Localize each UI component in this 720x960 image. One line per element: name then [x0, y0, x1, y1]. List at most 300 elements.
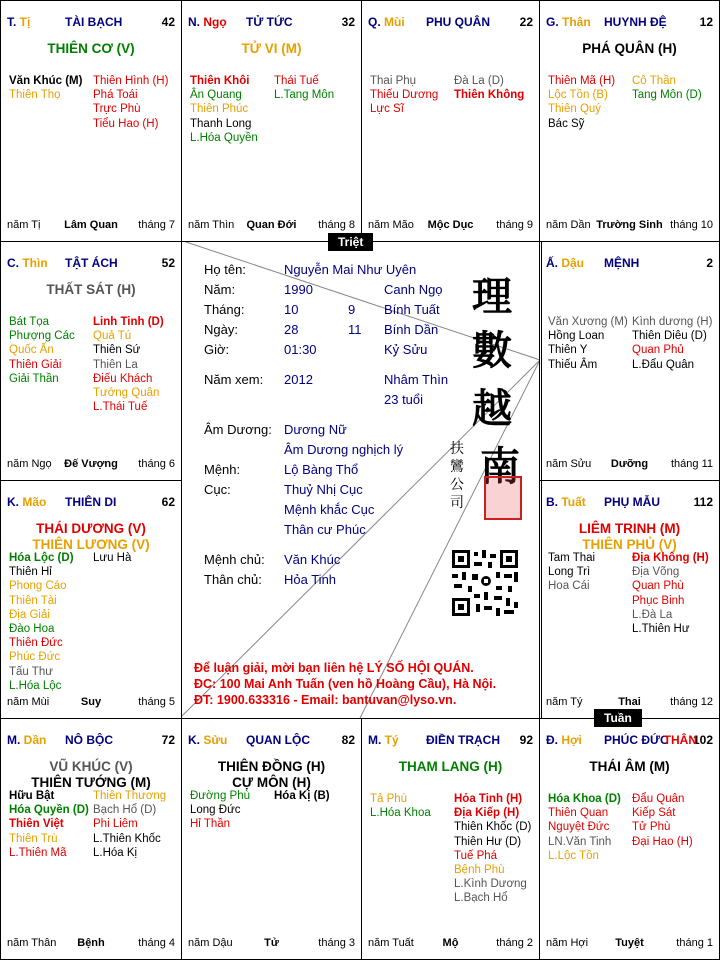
palace-footer: [188, 937, 355, 951]
minor-star: Tử Phù: [632, 821, 671, 834]
footer-month: tháng 8: [318, 219, 355, 231]
minor-star: Linh Tinh (D): [93, 316, 164, 328]
day-can: Bính Dần: [384, 322, 439, 337]
palace-name: TÀI BẠCH: [65, 15, 123, 29]
minor-star: Lưu Hà: [93, 552, 132, 564]
minor-stars-right: [274, 74, 334, 102]
palace-name: PHU QUÂN: [426, 15, 491, 29]
palace-stem: [188, 733, 227, 747]
footer-year: năm Thân: [7, 937, 57, 949]
minor-stars-left: [548, 315, 628, 372]
minor-star: Long Đức: [190, 804, 241, 817]
footer-stage: Suy: [80, 696, 102, 708]
minor-star: Đường Phù: [190, 790, 250, 802]
minor-star: Hóa Kị (B): [274, 790, 330, 802]
minor-star: Thiên Tài: [9, 594, 57, 607]
minor-star: L.Hóa Quyền: [190, 131, 258, 144]
minor-star: Địa Giải: [9, 608, 50, 621]
footer-stage: Đế Vượng: [64, 458, 118, 470]
stem-branch: Tuất: [561, 495, 586, 509]
palace-number: 102: [692, 733, 713, 747]
minor-star: Thiên Hư (D): [454, 835, 522, 848]
minor-star: Giải Thần: [9, 372, 59, 385]
palace-footer: [7, 219, 175, 233]
minor-star: Hóa Khoa (D): [548, 793, 621, 805]
minor-star: Thiên Giải: [9, 358, 62, 371]
minor-star: Địa Không (H): [632, 552, 709, 564]
stem-letter: Đ.: [546, 733, 562, 747]
main-star: TỬ VI (M): [241, 41, 302, 56]
contact-line-3: ĐT: 1900.633316 - Email: bantuvan@lyso.vn.: [194, 693, 457, 707]
day-label: Ngày:: [204, 322, 238, 337]
minor-star: Địa Kiếp (H): [454, 807, 520, 820]
minor-star: Thiên Mã (H): [548, 75, 616, 87]
year-value: 1990: [284, 282, 313, 297]
minor-stars-left: [370, 792, 431, 820]
palace-number: 22: [519, 15, 533, 29]
palace-stem: [546, 15, 591, 29]
minor-star: L.Hóa Kị: [93, 846, 138, 859]
main-star: PHÁ QUÂN (H): [582, 41, 677, 56]
minor-stars-left: [9, 789, 89, 860]
stem-branch: Mão: [22, 495, 47, 509]
palace-footer: [546, 937, 713, 951]
minor-stars-right: [454, 792, 531, 906]
stem-branch: Thìn: [22, 256, 48, 270]
minor-star: Thiên Trù: [9, 832, 58, 845]
footer-month: tháng 5: [138, 696, 175, 708]
footer-year: năm Mão: [368, 219, 414, 231]
view-year-can: Nhâm Thìn: [384, 372, 449, 387]
view-year-value: 2012: [284, 372, 313, 387]
minor-star: Thiên Hỉ: [9, 566, 52, 579]
minor-stars-left: [370, 74, 438, 117]
main-star: THÁI ÂM (M): [589, 759, 670, 774]
footer-month: tháng 1: [676, 937, 713, 949]
minor-star: Kiếp Sát: [632, 807, 676, 820]
minor-star: Thiếu Âm: [548, 358, 598, 371]
minor-stars-right: [274, 789, 330, 803]
palace-header: [7, 15, 175, 29]
minor-star: Thanh Long: [190, 117, 252, 130]
minor-stars-left: [190, 789, 250, 832]
minor-stars-left: [190, 74, 258, 145]
palace-header: [546, 15, 713, 29]
minor-star: Quan Phủ: [632, 344, 684, 357]
palace-name: PHÚC ĐỨC: [604, 733, 669, 747]
minor-star: Phượng Các: [9, 330, 75, 343]
minor-star: Quả Tú: [93, 330, 132, 343]
stem-branch: Thân: [562, 15, 591, 29]
palace-number: 62: [161, 495, 175, 509]
cuc-note2: Thân cư Phúc: [284, 522, 366, 537]
stem-letter: G.: [546, 15, 563, 29]
main-star: VŨ KHÚC (V): [49, 759, 133, 774]
footer-year: năm Tý: [546, 696, 583, 708]
triet-tag: Triệt: [328, 233, 373, 251]
minor-star: Tả Phù: [370, 793, 408, 805]
year-label: Năm:: [204, 282, 236, 297]
seal-char-4: 司: [450, 495, 464, 511]
seal-char-1: 扶: [450, 441, 464, 457]
minor-star: Thái Tuế: [274, 75, 319, 87]
palace-header: [368, 15, 533, 29]
minor-star: Tang Môn (D): [632, 89, 702, 102]
minor-star: Lực Sĩ: [370, 103, 404, 116]
minor-star: Thiên Việt: [9, 818, 64, 831]
contact-line-2: ĐC: 100 Mai Anh Tuấn (ven hồ Hoàng Cầu), Hà Nội.: [194, 677, 497, 691]
minor-stars-right: [93, 315, 164, 414]
qr-code: [450, 548, 520, 618]
palace-name: QUAN LỘC: [246, 733, 310, 747]
palace-name: TẬT ÁCH: [65, 256, 118, 270]
main-star: THIÊN LƯƠNG (V): [32, 537, 150, 552]
palace-name: HUYNH ĐỆ: [604, 15, 667, 29]
minor-star: Thiên Hình (H): [93, 75, 169, 87]
palace-header: [546, 256, 713, 270]
seal-text: [450, 440, 468, 512]
palace-footer: [546, 458, 713, 472]
minor-star: Quốc Ấn: [9, 344, 54, 357]
palace-header: [7, 495, 175, 509]
red-seal: [484, 476, 522, 520]
destiny-lord-label: Mệnh chủ:: [204, 552, 265, 567]
palace-header: [7, 256, 175, 270]
footer-year: năm Ngọ: [7, 458, 52, 470]
minor-star: Thiếu Dương: [370, 89, 439, 102]
minor-stars-left: [9, 74, 82, 102]
minor-star: Bác Sỹ: [548, 117, 585, 130]
palace-number: 52: [161, 256, 175, 270]
stem-branch: Ngọ: [203, 15, 227, 29]
palace-dan: [0, 718, 182, 960]
footer-month: tháng 2: [496, 937, 533, 949]
center-panel: [180, 240, 540, 718]
palace-suu: [181, 718, 362, 960]
palace-name: PHỤ MẪU: [604, 495, 660, 509]
minor-stars-right: [632, 315, 712, 372]
footer-year: năm Thìn: [188, 219, 235, 231]
palace-tuat: [539, 480, 720, 719]
footer-stage: Tử: [264, 937, 279, 949]
palace-header: [368, 733, 533, 747]
minor-star: L.Thiên Mã: [9, 846, 67, 859]
body-marker: THÂN: [663, 733, 697, 747]
palace-ti: [0, 0, 182, 242]
stem-letter: C.: [7, 256, 23, 270]
footer-month: tháng 10: [670, 219, 713, 231]
minor-star: Bạch Hổ (D): [93, 804, 157, 817]
minor-star: Thiên Diêu (D): [632, 330, 707, 343]
minor-star: Đẩu Quân: [632, 793, 685, 805]
palace-stem: [546, 256, 584, 270]
minor-stars-right: [632, 74, 702, 102]
minor-star: Tấu Thư: [9, 665, 53, 678]
year-can: Canh Ngọ: [384, 282, 443, 297]
palace-number: 82: [341, 733, 355, 747]
hour-can: Kỷ Sửu: [384, 342, 428, 357]
minor-star: Long Trì: [548, 566, 591, 579]
minor-star: Hóa Lộc (D): [9, 552, 74, 564]
minor-star: L.Bạch Hổ: [454, 892, 508, 905]
footer-month: tháng 9: [496, 219, 533, 231]
footer-year: năm Dậu: [188, 937, 233, 949]
stem-letter: M.: [368, 733, 385, 747]
footer-year: năm Dần: [546, 219, 591, 231]
minor-star: Bệnh Phù: [454, 864, 505, 877]
calligraphy-char-4: 南: [480, 443, 520, 490]
stem-branch: Mùi: [384, 15, 405, 29]
minor-star: Tam Thai: [548, 552, 596, 564]
footer-year: năm Tuất: [368, 937, 414, 949]
minor-star: Phong Cáo: [9, 580, 67, 593]
main-star: THẤT SÁT (H): [46, 282, 136, 297]
tuan-tag: Tuần: [594, 709, 642, 727]
footer-stage: Quan Đới: [246, 219, 297, 231]
stem-branch: Sửu: [203, 733, 228, 747]
palace-stem: [188, 15, 227, 29]
minor-star: Thiên Không: [454, 89, 525, 102]
stem-letter: Q.: [368, 15, 385, 29]
minor-star: Đà La (D): [454, 75, 504, 87]
palace-footer: [188, 219, 355, 233]
palace-mao: [0, 480, 182, 719]
minor-star: Thiên Sứ: [93, 344, 141, 357]
minor-star: L.Hóa Khoa: [370, 807, 431, 820]
minor-star: Hoa Cái: [548, 580, 590, 593]
main-star: THIÊN ĐỒNG (H): [217, 759, 326, 774]
footer-stage: Lâm Quan: [64, 219, 118, 231]
stem-letter: M.: [7, 733, 24, 747]
yin-yang-note: Âm Dương nghịch lý: [284, 442, 404, 457]
minor-star: Cô Thần: [632, 75, 676, 87]
name-value: Nguyễn Mai Như Uyên: [284, 262, 417, 277]
stem-letter: T.: [7, 15, 20, 29]
minor-star: Bát Tọa: [9, 316, 50, 328]
palace-footer: [7, 937, 175, 951]
palace-header: [188, 733, 355, 747]
footer-month: tháng 6: [138, 458, 175, 470]
minor-star: Địa Võng: [632, 566, 680, 579]
minor-stars-left: [548, 551, 595, 594]
minor-star: Quan Phù: [632, 580, 684, 593]
cuc-value: Thuỷ Nhị Cục: [284, 482, 363, 497]
minor-star: Đại Hao (H): [632, 835, 693, 848]
minor-star: Thiên Phúc: [190, 103, 249, 116]
destiny-label: Mệnh:: [204, 462, 241, 477]
stem-branch: Dần: [23, 733, 47, 747]
palace-mui: [361, 0, 540, 242]
seal-char-2: 鸞: [450, 459, 464, 475]
minor-star: Thiên Quan: [548, 807, 609, 820]
minor-star: Văn Khúc (M): [9, 75, 83, 87]
minor-stars-right: [93, 789, 166, 860]
palace-ngo: [181, 0, 362, 242]
palace-footer: [546, 219, 713, 233]
yin-yang-label: Âm Dương:: [204, 422, 272, 437]
calligraphy-char-3: 越: [472, 385, 512, 432]
palace-stem: [7, 495, 46, 509]
minor-star: Văn Xương (M): [548, 316, 628, 328]
footer-stage: Mộ: [442, 937, 459, 949]
main-star: THIÊN CƠ (V): [47, 41, 135, 56]
yin-yang-value: Dương Nữ: [284, 422, 347, 437]
minor-star: Ân Quang: [190, 89, 242, 102]
body-lord-value: Hỏa Tinh: [284, 572, 337, 587]
stem-letter: K.: [7, 495, 23, 509]
palace-number: 2: [706, 256, 713, 270]
cuc-label: Cục:: [204, 482, 231, 497]
minor-star: Phá Toái: [93, 89, 138, 102]
minor-star: L.Đà La: [632, 608, 673, 621]
footer-month: tháng 12: [670, 696, 713, 708]
footer-month: tháng 11: [670, 458, 713, 470]
palace-name: THIÊN DI: [65, 495, 117, 509]
minor-star: Tướng Quân: [93, 387, 160, 400]
palace-hoi: [539, 718, 720, 960]
footer-stage: Trường Sinh: [596, 219, 663, 231]
palace-name: NÔ BỘC: [65, 733, 113, 747]
stem-letter: K.: [188, 733, 204, 747]
contact-line-1: Để luận giải, mời bạn liên hệ LÝ SỐ HỘI QUÁN.: [194, 661, 474, 675]
stem-branch: Dậu: [561, 256, 585, 270]
palace-name: TỬ TỨC: [246, 15, 293, 29]
palace-footer: [7, 458, 175, 472]
footer-year: năm Hợi: [546, 937, 589, 949]
minor-star: Lộc Tồn (B): [548, 89, 608, 102]
palace-stem: [7, 256, 48, 270]
palace-number: 32: [341, 15, 355, 29]
footer-stage: Mộc Dục: [427, 219, 474, 231]
calligraphy-char-2: 數: [472, 327, 512, 374]
palace-number: 12: [699, 15, 713, 29]
minor-star: L.Đẩu Quân: [632, 358, 695, 371]
main-star: THAM LANG (H): [398, 759, 503, 774]
minor-star: Nguyệt Đức: [548, 821, 610, 834]
palace-footer: [368, 219, 533, 233]
palace-footer: [7, 696, 175, 710]
footer-stage: Bệnh: [77, 937, 105, 949]
minor-stars-right: [632, 792, 693, 849]
minor-star: Thiên Thọ: [9, 89, 61, 102]
minor-stars-right: [632, 551, 709, 636]
minor-star: Thiên La: [93, 358, 138, 371]
minor-star: Kình dương (H): [632, 316, 713, 328]
minor-star: Hữu Bật: [9, 790, 55, 802]
name-label: Họ tên:: [204, 262, 246, 277]
minor-star: Thai Phụ: [370, 75, 417, 87]
destiny-value: Lộ Bàng Thổ: [284, 462, 359, 477]
minor-star: Đào Hoa: [9, 623, 55, 636]
minor-stars-left: [9, 551, 74, 693]
view-year-label: Năm xem:: [204, 372, 264, 387]
minor-star: L.Thiên Hư: [632, 623, 690, 636]
main-star: THÁI DƯƠNG (V): [36, 521, 146, 536]
palace-thin: [0, 241, 182, 481]
minor-star: L.Thiên Khốc: [93, 832, 161, 845]
main-star: THIÊN PHỦ (V): [582, 537, 677, 552]
palace-number: 72: [161, 733, 175, 747]
palace-ty: [361, 718, 540, 960]
palace-stem: [7, 15, 30, 29]
stem-branch: Hợi: [561, 733, 582, 747]
minor-stars-left: [548, 792, 621, 863]
body-lord-label: Thân chủ:: [204, 572, 262, 587]
minor-star: Phi Liêm: [93, 818, 138, 831]
minor-star: LN.Văn Tinh: [548, 835, 612, 848]
minor-star: Tiểu Hao (H): [93, 117, 159, 130]
palace-number: 92: [519, 733, 533, 747]
hour-value: 01:30: [284, 342, 317, 357]
seal-char-3: 公: [450, 477, 464, 493]
age-value: 23 tuổi: [384, 392, 424, 407]
palace-header: [546, 733, 713, 747]
palace-dau: [539, 241, 720, 481]
palace-than: [539, 0, 720, 242]
destiny-lord-value: Văn Khúc: [284, 552, 341, 567]
day-value: 28: [284, 322, 299, 337]
month-can: Bính Tuất: [384, 302, 440, 317]
minor-star: Thiên Đức: [9, 637, 63, 650]
footer-year: năm Tị: [7, 219, 41, 231]
main-star: CỰ MÔN (H): [232, 775, 311, 790]
minor-star: Thiên Thương: [93, 790, 167, 802]
minor-star: Hỉ Thần: [190, 818, 231, 831]
palace-name: ĐIỀN TRẠCH: [426, 733, 500, 747]
calligraphy-char-1: 理: [472, 273, 512, 320]
minor-star: Trực Phù: [93, 103, 141, 116]
minor-star: Điếu Khách: [93, 372, 153, 385]
minor-star: Thiên Quý: [548, 103, 602, 116]
main-star: THIÊN TƯỚNG (M): [31, 775, 151, 790]
stem-letter: N.: [188, 15, 204, 29]
minor-star: Thiên Khốc (D): [454, 821, 532, 834]
palace-stem: [546, 733, 582, 747]
palace-footer: [546, 696, 713, 710]
palace-footer: [368, 937, 533, 951]
palace-stem: [368, 733, 399, 747]
minor-stars-right: [93, 551, 131, 565]
palace-header: [546, 495, 713, 509]
palace-name: MỆNH: [604, 256, 640, 270]
minor-star: Phục Binh: [632, 594, 685, 607]
stem-branch: Tị: [19, 15, 31, 29]
stem-letter: Ấ.: [546, 256, 562, 270]
minor-stars-left: [9, 315, 75, 386]
minor-stars-right: [454, 74, 524, 102]
palace-stem: [368, 15, 405, 29]
palace-header: [188, 15, 355, 29]
month-label: Tháng:: [204, 302, 245, 317]
cuc-note1: Mệnh khắc Cục: [284, 502, 375, 517]
minor-star: Thiên Khôi: [190, 75, 250, 87]
main-star: LIÊM TRINH (M): [578, 521, 681, 536]
minor-stars-right: [93, 74, 168, 131]
minor-star: L.Tang Môn: [274, 89, 335, 102]
stem-letter: B.: [546, 495, 562, 509]
footer-stage: Dưỡng: [610, 458, 649, 470]
palace-header: [7, 733, 175, 747]
minor-star: L.Kình Dương: [454, 878, 527, 891]
palace-stem: [546, 495, 586, 509]
footer-month: tháng 4: [138, 937, 175, 949]
minor-star: L.Lộc Tồn: [548, 849, 599, 862]
palace-number: 112: [693, 495, 713, 509]
minor-star: Thiên Y: [548, 344, 588, 357]
minor-star: Hồng Loan: [548, 330, 605, 343]
minor-star: Hóa Quyền (D): [9, 804, 89, 817]
month-value: 10: [284, 302, 299, 317]
